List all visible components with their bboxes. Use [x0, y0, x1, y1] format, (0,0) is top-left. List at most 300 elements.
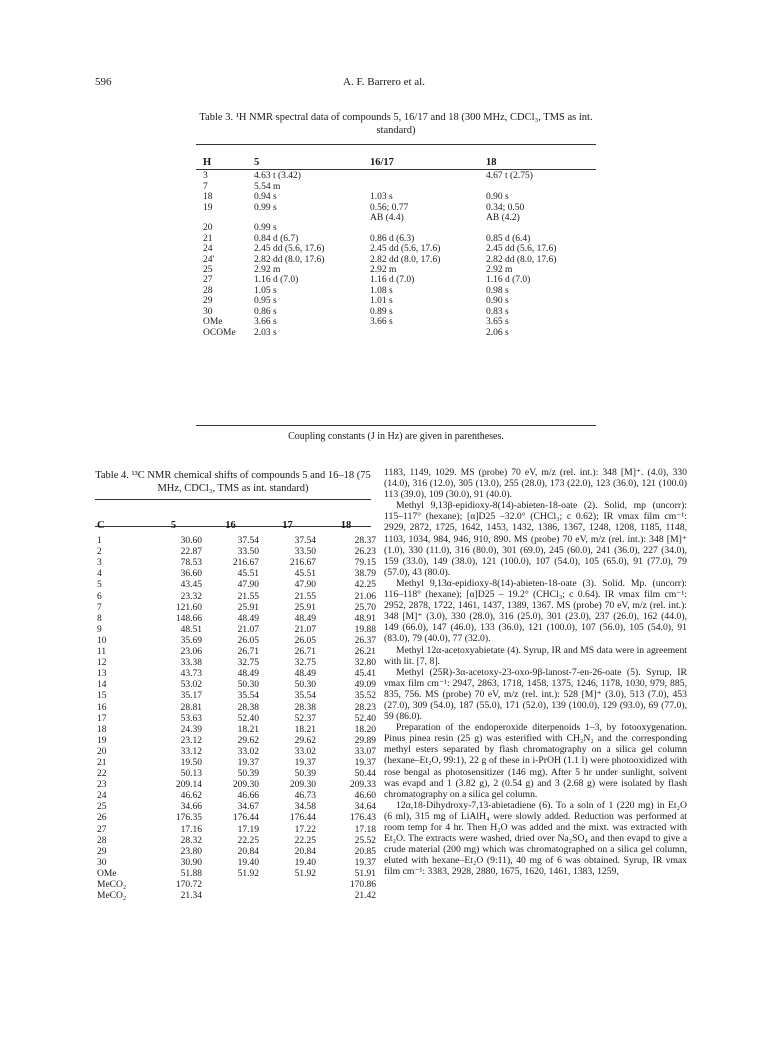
table4-cell: 25.91	[237, 602, 259, 613]
table4-cell: 6	[97, 591, 102, 602]
table3-cell: 2.45 dd (5.6, 17.6)	[370, 244, 441, 255]
table3-cell: 18	[203, 192, 213, 203]
table4-cell: 17	[97, 713, 107, 724]
table3-cell: 2.82 dd (8.0, 17.6)	[486, 254, 557, 265]
table3-cell: 0.98 s	[486, 285, 509, 296]
table3-row	[203, 223, 596, 233]
table4-cell: 176.43	[349, 813, 376, 824]
table3-row	[203, 296, 596, 306]
table4-cell: 46.62	[180, 791, 202, 802]
table4-cell: 29	[97, 846, 107, 857]
table3-cell	[486, 182, 596, 192]
table4-cell: 47.90	[237, 580, 259, 591]
body-paragraph: Methyl (25R)-3α-acetoxy-23-oxo-9β-lanost-7-en-26-oate (5). Syrup, IR νmax film cm⁻¹: 2947, 2863, 1718, 1458, 1375, 1246, 1178, 1030, 979, 885, 835, 756. MS (probe) 70 eV, m/z (rel. int.): 528 [M]⁺ (3.0), 513 (7.0), 453 (27.0), 309 (54.0), 187 (55.0), 171 (52.0), 139 (100.0), 129 (93.0), 69 (77.0), 59 (86.0).	[384, 666, 687, 723]
table3-cell: 27	[203, 275, 213, 286]
table4-cell: 28.81	[180, 702, 202, 713]
table3-row	[203, 192, 596, 202]
table3-cell	[370, 182, 486, 192]
table3-row	[203, 328, 596, 338]
table4-row	[97, 813, 376, 824]
table3-cell: 0.90 s	[486, 296, 509, 307]
table4-cell: 21.07	[294, 624, 316, 635]
table4-cell: 22	[97, 769, 107, 780]
table4-cell: 19.37	[237, 757, 259, 768]
table3-cell: 21	[203, 233, 213, 244]
table3-cell: 5.54 m	[254, 181, 281, 192]
table3-row	[203, 203, 596, 213]
table4-cell: 29.62	[237, 735, 259, 746]
table4-row	[97, 580, 376, 591]
table4-cell: 52.37	[294, 713, 316, 724]
table4-cell: 24	[97, 791, 107, 802]
table4-cell: 21.55	[237, 591, 259, 602]
table3-cell: 0.94 s	[254, 192, 277, 203]
table4-cell: 46.73	[294, 791, 316, 802]
table4-cell: 25.52	[354, 835, 376, 846]
table4-cell: 19.37	[354, 857, 376, 868]
table4-row	[97, 725, 376, 736]
table4-row	[97, 858, 376, 869]
table4-cell: 209.30	[289, 780, 316, 791]
table4-cell: 51.91	[354, 868, 376, 879]
table4-cell: OMe	[97, 868, 117, 879]
table4-cell: 23.32	[180, 591, 202, 602]
table4-cell: 35.17	[180, 691, 202, 702]
table4-cell: 19.37	[294, 757, 316, 768]
table3-row	[203, 182, 596, 192]
table3-cell: 1.03 s	[370, 192, 393, 203]
table4-row	[97, 625, 376, 636]
table4-cell: 26.23	[354, 547, 376, 558]
table4-column-header: 17	[282, 520, 293, 531]
running-title: A. F. Barrero et al.	[343, 76, 425, 88]
table4-cell: 26.05	[294, 635, 316, 646]
table4-cell: 32.75	[294, 658, 316, 669]
table3-cell: 2.06 s	[486, 327, 509, 338]
experimental-text	[384, 467, 687, 877]
table4-row	[97, 558, 376, 569]
table4-cell: 17.16	[180, 824, 202, 835]
body-paragraph: Methyl 9,13α-epidioxy-8(14)-abieten-18-oate (3). Solid. Mp. (uncorr): 116–118° (hexane); [α]D25 – 19.2° (CHCl₃; c 0.64). IR νmax film cm⁻¹: 2952, 2878, 1722, 1461, 1437, 1389, 1367. MS (probe) 70 eV, m/z (rel. int.): 348 [M]⁺ (3.0), 330 (28.0), 316 (25.0), 301 (23.0), 237 (26.0), 162 (44.0), 149 (66.0), 147 (46.0), 133 (36.0), 121 (100.0), 107 (56.0), 105 (54.0), 91 (83.0), 79 (40.0), 77 (32.0).	[384, 577, 687, 645]
table4-row	[97, 592, 376, 603]
table4-row	[97, 880, 376, 891]
table3-cell	[370, 223, 486, 233]
table4-cell: 37.54	[294, 536, 316, 547]
table4-cell: 28.38	[237, 702, 259, 713]
table4-cell: 23.80	[180, 846, 202, 857]
table4-cell: 35.54	[237, 691, 259, 702]
table4-cell: 38.79	[354, 569, 376, 580]
table4-cell: 16	[97, 702, 107, 713]
table4-cell: 47.90	[294, 580, 316, 591]
table4-cell: 51.88	[180, 868, 202, 879]
table4-cell: 21.42	[354, 891, 376, 902]
table4-row	[97, 714, 376, 725]
table4-cell: 22.87	[180, 547, 202, 558]
table3-column-header: H	[203, 157, 212, 168]
table4-cell: 33.02	[294, 746, 316, 757]
table3-column-header: 16/17	[370, 157, 394, 168]
table4-cell: 13	[97, 669, 107, 680]
table4-cell: 28.32	[180, 835, 202, 846]
table4-cell: 53.02	[180, 680, 202, 691]
table3-cell: 2.92 m	[254, 265, 281, 276]
table3-cell: 2.03 s	[254, 327, 277, 338]
table4-cell: 148.66	[175, 613, 202, 624]
table3-cell: 1.16 d (7.0)	[254, 275, 299, 286]
table4-cell: 33.07	[354, 746, 376, 757]
table4-row	[97, 547, 376, 558]
table4-cell: 28.38	[294, 702, 316, 713]
table4-cell: 20.85	[354, 846, 376, 857]
table3-cell: 28	[203, 285, 213, 296]
table4-cell: 5	[97, 580, 102, 591]
table4-cell: 34.66	[180, 802, 202, 813]
table3-cell: AB (4.4)	[370, 213, 404, 224]
table4-cell	[259, 891, 316, 902]
table4-cell: 15	[97, 691, 107, 702]
table4-cell	[259, 880, 316, 891]
table3-cell: 2.92 m	[370, 265, 397, 276]
table3-cell: 4.63 t (3.42)	[254, 171, 301, 182]
table4-cell: 78.53	[180, 558, 202, 569]
table4-cell: 21.07	[237, 624, 259, 635]
table4-cell: 21.34	[180, 891, 202, 902]
table4-cell: 216.67	[232, 558, 259, 569]
table4-cell: 4	[97, 569, 102, 580]
table4-row	[97, 680, 376, 691]
table3-cell	[370, 328, 486, 338]
table4-cell: 28.23	[354, 702, 376, 713]
table4-cell: 45.51	[294, 569, 316, 580]
table4-cell: 26	[97, 813, 107, 824]
table4-cell: 26.71	[294, 647, 316, 658]
table3-cell: 2.45 dd (5.6, 17.6)	[254, 244, 325, 255]
table4-cell: 22.25	[237, 835, 259, 846]
table3-row	[203, 317, 596, 327]
table4-cell: 48.49	[294, 613, 316, 624]
table4-column-header: C	[97, 520, 105, 531]
table4-cell: 2	[97, 547, 102, 558]
table4-cell: 209.14	[175, 780, 202, 791]
table4-cell: 10	[97, 635, 107, 646]
table4-row	[97, 569, 376, 580]
table4-cell: 50.39	[294, 769, 316, 780]
table3-row	[203, 171, 596, 181]
table4-cell: 25	[97, 802, 107, 813]
table4-cell: 209.30	[232, 780, 259, 791]
table3-cell: 20	[203, 223, 213, 234]
table3-row	[203, 213, 596, 223]
table4-cell: 3	[97, 558, 102, 569]
table3-cell: 1.05 s	[254, 285, 277, 296]
table4-cell: 18	[97, 724, 107, 735]
table3-row	[203, 265, 596, 275]
table3-cell: 1.16 d (7.0)	[370, 275, 415, 286]
table3-row	[203, 234, 596, 244]
table3-cell: 3.66 s	[254, 317, 277, 328]
table3-cell: 1.08 s	[370, 285, 393, 296]
table4-cell: 19.40	[294, 857, 316, 868]
table3-cell: 29	[203, 296, 213, 307]
table3-column-header: 18	[486, 157, 497, 168]
table4-cell: 176.44	[232, 813, 259, 824]
table3-bottom-rule	[196, 425, 596, 426]
table3-cell: 0.56; 0.77	[370, 202, 409, 213]
table3-cell: 0.86 d (6.3)	[370, 233, 415, 244]
table4-cell: 48.49	[237, 613, 259, 624]
page-number: 596	[95, 76, 112, 88]
table4-cell: 51.92	[294, 868, 316, 879]
table3-cell: 2.45 dd (5.6, 17.6)	[486, 244, 557, 255]
table3-cell: AB (4.2)	[486, 213, 520, 224]
table4-cell: 48.49	[294, 669, 316, 680]
table4-cell: 21.55	[294, 591, 316, 602]
table4-row	[97, 769, 376, 780]
table4-cell: 7	[97, 602, 102, 613]
table4-row	[97, 802, 376, 813]
table4-cell: 26.21	[354, 647, 376, 658]
table4-cell: 33.12	[180, 746, 202, 757]
table4-cell: 20.84	[294, 846, 316, 857]
table4-cell: 30	[97, 857, 107, 868]
body-paragraph: Preparation of the endoperoxide diterpenoids 1–3, by fotooxygenation. Pinus pinea resin (25 g) was esterified with CH₂N₂ and the corresponding methyl esters separated by flash chromatography on a silica gel column (hexane–Et₂O, 99:1), 22 g of these in i-PrOH (1.1 l) were photooxidized with rose bengal as photosensitizer (146 mg). After 5 hr under sunlight, solvent was evapd and 1 (3.82 g), 2 (0.54 g) and 3 (2.68 g) were isolated by flash chromatography on a silica gel column.	[384, 722, 687, 800]
table3-cell: 3	[203, 171, 208, 182]
table4-column-header: 16	[225, 520, 236, 531]
table3-row	[203, 255, 596, 265]
table4-cell: 23	[97, 780, 107, 791]
table4-cell: 33.50	[237, 547, 259, 558]
table4-cell: 18.21	[237, 724, 259, 735]
table4-cell: 43.73	[180, 669, 202, 680]
table3-row	[203, 275, 596, 285]
table4-cell: 50.44	[354, 769, 376, 780]
table4-cell: 51.92	[237, 868, 259, 879]
table3-cell: 24'	[203, 254, 215, 265]
table4-row	[97, 869, 376, 880]
table4-cell	[202, 880, 259, 891]
table4-row	[97, 703, 376, 714]
table4-cell: 11	[97, 647, 107, 658]
table3-top-rule	[196, 144, 596, 145]
table4-cell: 121.60	[175, 602, 202, 613]
table4-cell: 52.40	[237, 713, 259, 724]
table4-cell: 9	[97, 624, 102, 635]
table4-row	[97, 836, 376, 847]
table4	[97, 520, 376, 902]
table4-row	[97, 658, 376, 669]
table4-cell: 42.25	[354, 580, 376, 591]
table4-cell: 48.51	[180, 624, 202, 635]
table3-cell: 0.85 d (6.4)	[486, 233, 531, 244]
table3-cell	[254, 213, 370, 223]
body-paragraph: 12α,18-Dihydroxy-7,13-abietadiene (6). To a soln of 1 (220 mg) in Et₂O (6 ml), 315 mg of LiAlH₄ were slowly added. Reduction was performed at room temp for 4 hr. Then H₂O was added and the mixt. was extracted with Et₂O. The extracts were washed, dried over Na₂SO₄ and then evapd to give a crude material (200 mg) which was chromatographed on a silica gel column, eluted with hexane–Et₂O (9:11), 40 mg of 6 was obtained. Syrup, IR νmax film cm⁻¹: 3383, 2928, 2880, 1675, 1620, 1461, 1383, 1259,	[384, 799, 687, 878]
table4-cell: 209.33	[349, 780, 376, 791]
table4-cell: MeCO₂	[97, 891, 127, 902]
table3-cell: 0.90 s	[486, 192, 509, 203]
table4-cell: 21	[97, 757, 107, 768]
table3-cell: 1.16 d (7.0)	[486, 275, 531, 286]
table4-row	[97, 747, 376, 758]
table4-cell: 35.52	[354, 691, 376, 702]
table4-cell: 176.35	[175, 813, 202, 824]
table3-header-row	[203, 158, 596, 171]
table4-cell: 48.91	[354, 613, 376, 624]
table4-cell: 21.06	[354, 591, 376, 602]
table4-row	[97, 647, 376, 658]
table4-column-header: 18	[340, 520, 352, 531]
table4-cell: 176.44	[289, 813, 316, 824]
table4-cell: 26.37	[354, 635, 376, 646]
table4-cell: MeCO₂	[97, 880, 127, 890]
table4-cell: 26.05	[237, 635, 259, 646]
table4-cell: 23.12	[180, 735, 202, 746]
table3-row	[203, 286, 596, 296]
table3-cell: 0.83 s	[486, 306, 509, 317]
table4-cell: 50.30	[237, 680, 259, 691]
table4-cell: 50.13	[180, 769, 202, 780]
table4-cell: 48.49	[237, 669, 259, 680]
table3-cell: 0.95 s	[254, 296, 277, 307]
table3-cell	[486, 223, 596, 233]
table4-row	[97, 825, 376, 836]
table4-cell: 20.84	[237, 846, 259, 857]
table3-cell: 0.99 s	[254, 202, 277, 213]
table4-row	[97, 736, 376, 747]
table4-cell: 50.39	[237, 769, 259, 780]
table4-cell: 170.72	[175, 880, 202, 890]
table4-cell: 19.40	[237, 857, 259, 868]
table4-cell: 1	[97, 536, 102, 547]
table4-cell: 18.20	[354, 724, 376, 735]
table4-cell: 33.02	[237, 746, 259, 757]
table3-caption: Table 3. ¹H NMR spectral data of compounds 5, 16/17 and 18 (300 MHz, CDCl₃, TMS as int. standard)	[199, 112, 593, 136]
table4-row	[97, 603, 376, 614]
table4-cell: 49.09	[354, 680, 376, 691]
table4-row	[97, 847, 376, 858]
table4-cell: 32.80	[354, 658, 376, 669]
body-paragraph: Methyl 9,13β-epidioxy-8(14)-abieten-18-oate (2). Solid, mp (uncorr): 115–117° (hexane); [α]D25 –32.0° (CHCl₃; c 0.62); IR νmax film cm⁻¹: 2929, 2872, 1725, 1642, 1453, 1432, 1386, 1367, 1248, 1208, 1185, 1148, 1103, 1034, 984, 946, 910, 890. MS (probe) 70 eV, m/z (rel. int.): 348 [M]⁺ (1.0), 330 (11.0), 316 (80.0), 301 (69.0), 245 (60.0), 241 (36.0), 227 (34.0), 159 (33.0), 149 (38.0), 121 (100.0), 107 (54.0), 105 (65.0), 91 (77.0), 79 (57.0), 43 (80.0).	[384, 500, 687, 578]
table3-cell	[203, 213, 254, 223]
table4-cell: 45.41	[354, 669, 376, 680]
table4-cell: 29.62	[294, 735, 316, 746]
table3-cell	[370, 171, 486, 181]
table3-cell: 1.01 s	[370, 296, 393, 307]
table4-cell: 14	[97, 680, 107, 691]
table4-cell: 30.90	[180, 857, 202, 868]
table4-cell: 216.67	[289, 558, 316, 569]
table3-cell: 30	[203, 306, 213, 317]
table4-cell: 52.40	[354, 713, 376, 724]
table4-cell: 17.18	[354, 824, 376, 835]
table4-cell	[202, 891, 259, 902]
table4-cell: 43.45	[180, 580, 202, 591]
table4-row	[97, 691, 376, 702]
table4-cell: 25.70	[354, 602, 376, 613]
table3-cell: 3.65 s	[486, 317, 509, 328]
table4-caption: Table 4. ¹³C NMR chemical shifts of compounds 5 and 16–18 (75 MHz, CDCl₃, TMS as int. standard)	[95, 470, 371, 494]
table3-cell: 2.82 dd (8.0, 17.6)	[254, 254, 325, 265]
table4-cell: 35.54	[294, 691, 316, 702]
table4-cell: 34.67	[237, 802, 259, 813]
table3-cell: 24	[203, 244, 213, 255]
table3-cell: OCOMe	[203, 327, 236, 338]
table4-cell: 12	[97, 658, 107, 669]
table4-cell: 33.38	[180, 658, 202, 669]
table4-cell: 17.19	[237, 824, 259, 835]
table4-cell: 23.06	[180, 647, 202, 658]
table4-cell: 46.66	[237, 791, 259, 802]
table3-row	[203, 244, 596, 254]
table3-cell: 4.67 t (2.75)	[486, 171, 533, 182]
table4-top-rule	[95, 499, 371, 500]
table3-cell: 7	[203, 181, 208, 192]
body-paragraph: 1183, 1149, 1029. MS (probe) 70 eV, m/z (rel. int.): 348 [M]⁺. (4.0), 330 (14.0), 316 (12.0), 305 (13.0), 255 (28.0), 173 (22.0), 123 (36.0), 121 (100.0) 113 (39.0), 109 (30.0), 91 (40.0).	[384, 467, 687, 501]
table3-cell: 0.89 s	[370, 306, 393, 317]
table3-cell: OMe	[203, 317, 223, 328]
table3-cell: 25	[203, 265, 213, 276]
table4-cell: 30.60	[180, 536, 202, 547]
table3-cell: 3.66 s	[370, 317, 393, 328]
table3-footnote: Coupling constants (J in Hz) are given in parentheses.	[288, 431, 504, 442]
table4-cell: 19.88	[354, 624, 376, 635]
table3-cell: 0.34; 0.50	[486, 202, 525, 213]
table4-cell: 46.60	[354, 791, 376, 802]
table3	[203, 158, 596, 338]
table4-row	[97, 780, 376, 791]
table4-cell: 53.63	[180, 713, 202, 724]
table4-cell: 34.58	[294, 802, 316, 813]
table4-cell: 50.30	[294, 680, 316, 691]
table4-cell: 35.69	[180, 635, 202, 646]
table4-cell: 33.50	[294, 547, 316, 558]
table3-cell: 19	[203, 202, 213, 213]
table4-cell: 18.21	[294, 724, 316, 735]
table3-column-header: 5	[254, 157, 260, 168]
table4-cell: 45.51	[237, 569, 259, 580]
table4-cell: 170.86	[349, 880, 376, 890]
table4-cell: 32.75	[237, 658, 259, 669]
table4-row	[97, 614, 376, 625]
table4-cell: 28.37	[354, 536, 376, 547]
table4-header-row	[97, 520, 376, 536]
table3-cell: 2.82 dd (8.0, 17.6)	[370, 254, 441, 265]
table4-cell: 25.91	[294, 602, 316, 613]
table4-cell: 19.37	[354, 757, 376, 768]
table3-cell: 0.84 d (6.7)	[254, 233, 299, 244]
table4-row	[97, 536, 376, 547]
table4-cell: 26.71	[237, 647, 259, 658]
table4-cell: 17.22	[294, 824, 316, 835]
table4-cell: 79.15	[354, 558, 376, 569]
table4-cell: 20	[97, 746, 107, 757]
table4-cell: 22.25	[294, 835, 316, 846]
table4-cell: 28	[97, 835, 107, 846]
table4-cell: 19	[97, 735, 107, 746]
table4-cell: 19.50	[180, 757, 202, 768]
table4-row	[97, 636, 376, 647]
table4-row	[97, 791, 376, 802]
table4-cell: 37.54	[237, 536, 259, 547]
table3-cell: 0.86 s	[254, 306, 277, 317]
table4-cell: 8	[97, 613, 102, 624]
table4-cell: 34.64	[354, 802, 376, 813]
body-paragraph: Methyl 12α-acetoxyabietate (4). Syrup, IR and MS data were in agreement with lit. [7, 8].	[384, 644, 687, 667]
table3-cell: 0.99 s	[254, 223, 277, 234]
table4-column-header: 5	[170, 520, 177, 531]
table4-cell: 36.60	[180, 569, 202, 580]
table3-cell: 2.92 m	[486, 265, 513, 276]
